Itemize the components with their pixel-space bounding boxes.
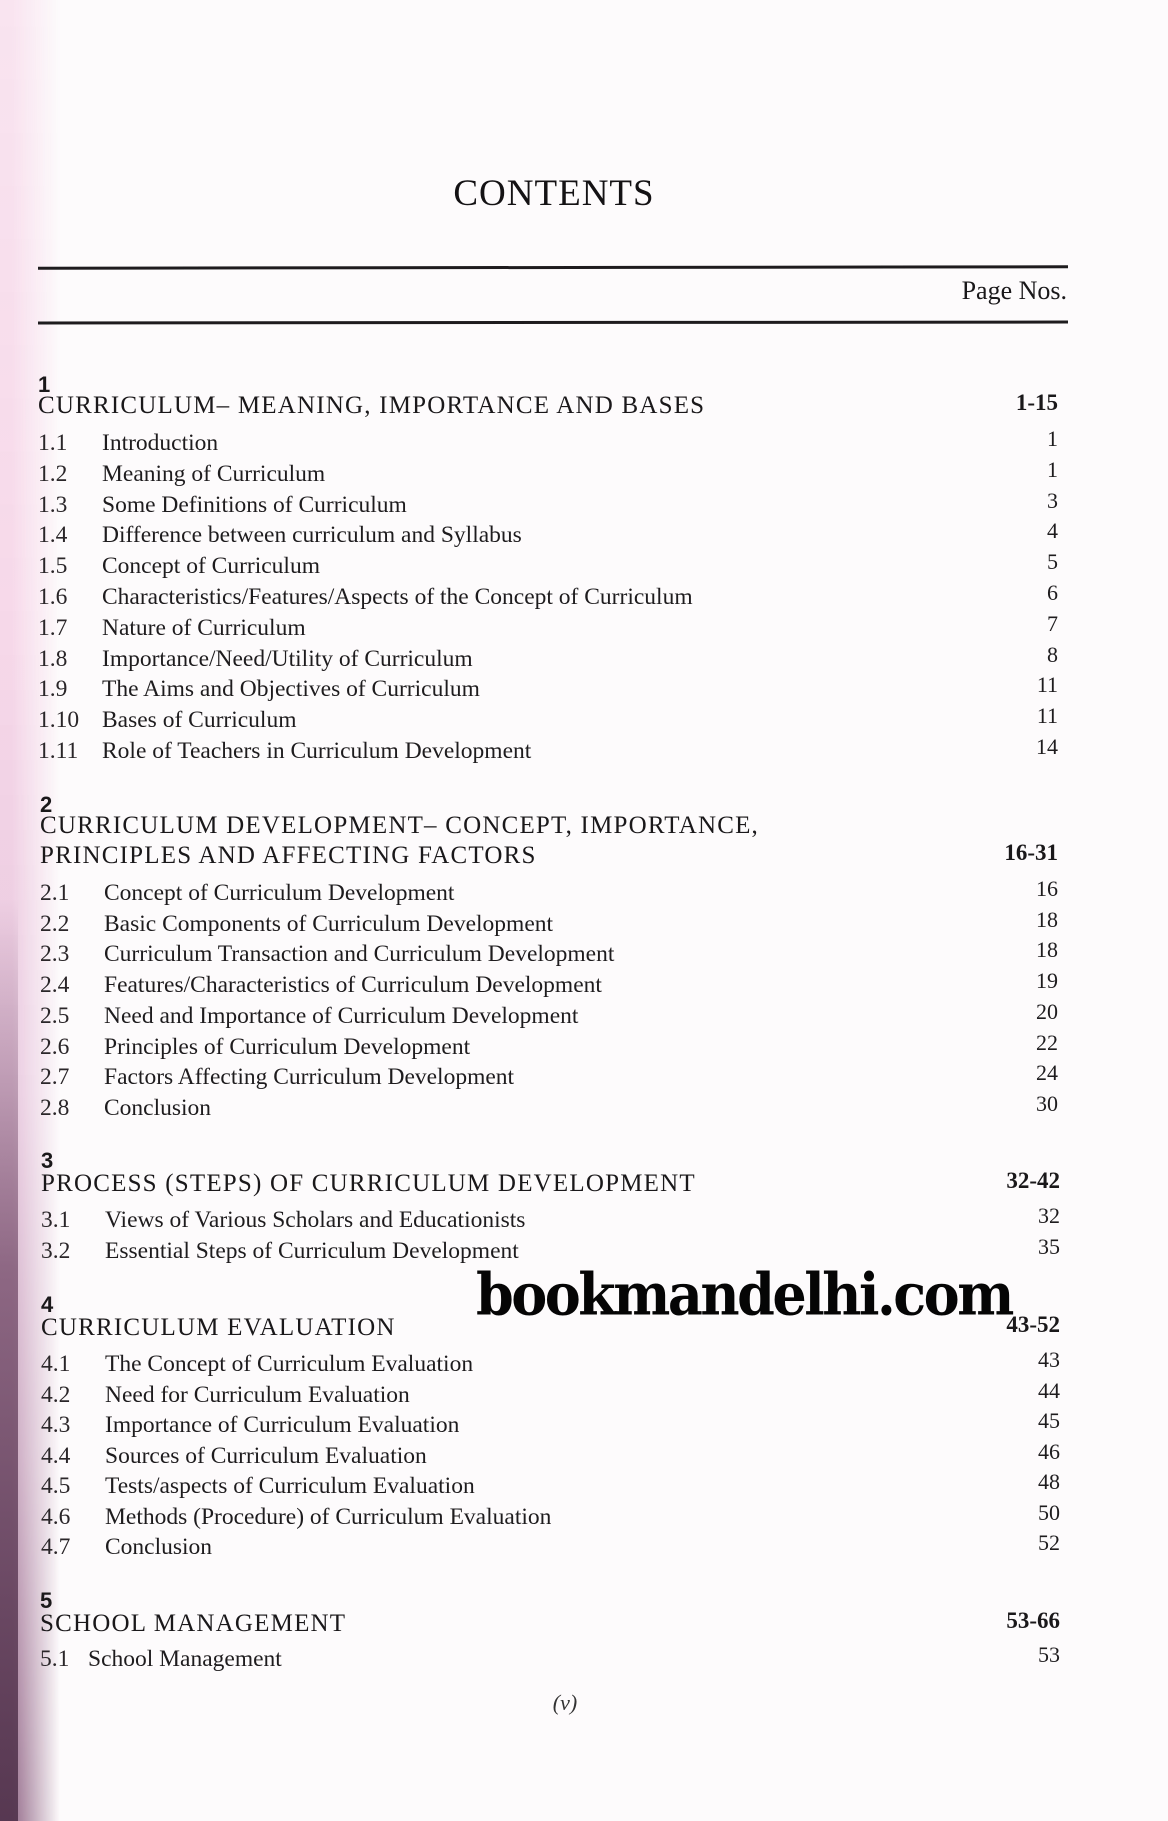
section-number: 1.10: [38, 707, 80, 734]
page-nos-label: Page Nos.: [961, 276, 1067, 305]
section-number: 1.6: [38, 584, 68, 610]
section-page-number: 30: [1036, 1090, 1058, 1116]
chapter-number: 1: [38, 372, 51, 397]
section-number: 2.4: [40, 972, 70, 999]
chapter-page-range: 16-31: [1004, 840, 1058, 865]
section-page-number: 18: [1036, 906, 1058, 932]
chapter-title[interactable]: CURRICULUM– MEANING, IMPORTANCE AND BASES: [38, 392, 706, 419]
section-title: Views of Various Scholars and Educationists: [105, 1207, 526, 1233]
section-page-number: 43: [1038, 1347, 1060, 1372]
toc-entry[interactable]: [40, 941, 614, 971]
section-number: 2.8: [40, 1094, 70, 1121]
section-number: 1.3: [38, 491, 68, 518]
top-rule: [38, 265, 1068, 269]
toc-entry[interactable]: [41, 1238, 519, 1268]
section-number: 4.6: [41, 1503, 71, 1530]
toc-entry[interactable]: [38, 738, 531, 768]
section-title: Need and Importance of Curriculum Development: [104, 1002, 579, 1029]
section-page-number: 1: [1047, 426, 1058, 451]
chapter-page-range: 43-52: [1006, 1312, 1060, 1337]
section-page-number: 1: [1047, 456, 1058, 482]
section-page-number: 53: [1038, 1642, 1060, 1667]
toc-entry[interactable]: [41, 1412, 459, 1442]
section-page-number: 32: [1038, 1203, 1060, 1228]
section-title: Basic Components of Curriculum Development: [104, 910, 554, 937]
chapter-number: 3: [41, 1148, 54, 1173]
section-number: 4.7: [41, 1534, 71, 1560]
toc-entry[interactable]: [41, 1534, 212, 1564]
section-title: Difference between curriculum and Syllabus: [102, 522, 522, 549]
section-page-number: 5: [1047, 549, 1058, 575]
section-title: Methods (Procedure) of Curriculum Evaluation: [105, 1503, 552, 1530]
toc-entry[interactable]: [41, 1351, 473, 1381]
section-page-number: 19: [1036, 968, 1058, 994]
section-page-number: 11: [1036, 672, 1058, 698]
section-page-number: 46: [1038, 1438, 1060, 1464]
section-title: Nature of Curriculum: [102, 614, 306, 641]
chapter-page-range: 53-66: [1006, 1608, 1060, 1633]
section-number: 4.4: [41, 1442, 71, 1469]
section-title: Principles of Curriculum Development: [104, 1033, 471, 1060]
section-number: 1.11: [38, 738, 79, 764]
section-number: 2.6: [40, 1033, 70, 1060]
section-page-number: 14: [1036, 734, 1058, 759]
section-page-number: 22: [1036, 1029, 1058, 1055]
section-title: Importance/Need/Utility of Curriculum: [102, 645, 473, 672]
section-number: 3.2: [41, 1237, 71, 1264]
chapter-title[interactable]: SCHOOL MANAGEMENT: [40, 1610, 347, 1637]
section-page-number: 20: [1036, 998, 1058, 1024]
toc-entry[interactable]: [38, 461, 325, 491]
toc-entry[interactable]: [40, 880, 454, 910]
chapter-page-range: 1-15: [1015, 390, 1058, 415]
watermark: bookmandelhi.com: [476, 1259, 1012, 1329]
section-page-number: 24: [1036, 1060, 1058, 1086]
chapter-title[interactable]: CURRICULUM EVALUATION: [41, 1314, 396, 1341]
section-page-number: 52: [1038, 1530, 1060, 1555]
section-page-number: 45: [1038, 1408, 1060, 1433]
toc-entry[interactable]: [41, 1473, 475, 1503]
toc-entry[interactable]: [38, 615, 306, 645]
toc-entry[interactable]: [40, 972, 602, 1002]
section-number: 1.5: [38, 553, 68, 580]
section-number: 1.1: [38, 430, 68, 456]
section-number: 1.2: [38, 460, 68, 487]
chapter-number: 4: [41, 1292, 54, 1317]
toc-entry[interactable]: [41, 1382, 410, 1412]
header-bottom-rule: [38, 321, 1068, 325]
section-title: Meaning of Curriculum: [102, 460, 326, 487]
section-title: Concept of Curriculum: [102, 553, 320, 580]
section-number: 4.2: [41, 1381, 71, 1408]
section-page-number: 3: [1047, 487, 1058, 513]
section-number: 2.5: [40, 1002, 70, 1029]
section-title: Conclusion: [104, 1094, 212, 1121]
toc-entry[interactable]: [40, 1064, 514, 1094]
section-number: 1.9: [38, 676, 68, 703]
section-number: 2.3: [40, 941, 70, 968]
section-title: Concept of Curriculum Development: [104, 880, 455, 906]
section-page-number: 50: [1038, 1499, 1060, 1525]
section-number: 1.7: [38, 614, 68, 641]
section-number: 4.3: [41, 1412, 71, 1438]
chapter-title[interactable]: PROCESS (STEPS) OF CURRICULUM DEVELOPMENT: [41, 1170, 696, 1197]
section-page-number: 8: [1047, 641, 1058, 667]
section-page-number: 16: [1036, 876, 1058, 901]
section-number: 5.1: [40, 1646, 70, 1672]
toc-entry[interactable]: [41, 1207, 525, 1237]
toc-entry[interactable]: [38, 676, 480, 706]
section-title: Essential Steps of Curriculum Development: [105, 1237, 519, 1264]
section-title: Tests/aspects of Curriculum Evaluation: [105, 1473, 475, 1499]
chapter-title[interactable]: CURRICULUM DEVELOPMENT– CONCEPT, IMPORTANCE,: [40, 812, 759, 839]
section-title: Sources of Curriculum Evaluation: [105, 1442, 427, 1469]
page-title: CONTENTS: [453, 173, 655, 214]
section-title: Need for Curriculum Evaluation: [105, 1381, 410, 1408]
page-folio: (v): [552, 1690, 578, 1715]
section-title: Characteristics/Features/Aspects of the Concept of Curriculum: [102, 584, 693, 610]
section-number: 1.8: [38, 645, 68, 672]
toc-entry[interactable]: [38, 522, 522, 552]
binding-shadow: [0, 900, 18, 1821]
chapter-number: 2: [40, 792, 53, 817]
toc-entry[interactable]: [41, 1443, 427, 1473]
section-title: Bases of Curriculum: [102, 707, 297, 734]
toc-entry[interactable]: [38, 430, 218, 460]
chapter-number: 5: [40, 1588, 53, 1613]
section-page-number: 11: [1036, 703, 1058, 729]
toc-entry[interactable]: [40, 911, 553, 941]
section-page-number: 48: [1038, 1469, 1060, 1494]
section-number: 2.1: [40, 880, 70, 906]
toc-entry[interactable]: [38, 584, 693, 614]
section-title: Conclusion: [105, 1534, 213, 1560]
toc-entry[interactable]: [38, 553, 320, 583]
section-page-number: 35: [1038, 1233, 1060, 1259]
toc-entry[interactable]: [40, 1646, 282, 1676]
section-title: The Aims and Objectives of Curriculum: [102, 676, 480, 703]
toc-entry[interactable]: [41, 1504, 551, 1534]
section-title: Introduction: [102, 430, 219, 456]
section-page-number: 18: [1036, 937, 1058, 963]
section-title: Importance of Curriculum Evaluation: [105, 1412, 460, 1438]
section-number: 4.1: [41, 1351, 71, 1377]
section-title: Some Definitions of Curriculum: [102, 491, 407, 518]
toc-entry[interactable]: [40, 1003, 578, 1033]
section-page-number: 4: [1047, 518, 1058, 544]
toc-entry[interactable]: [40, 1095, 211, 1125]
section-page-number: 6: [1047, 580, 1058, 605]
toc-entry[interactable]: [40, 1034, 470, 1064]
chapter-page-range: 32-42: [1006, 1168, 1060, 1193]
section-title: Features/Characteristics of Curriculum Development: [104, 972, 602, 999]
section-number: 2.7: [40, 1064, 70, 1091]
section-number: 2.2: [40, 910, 70, 937]
section-title: Curriculum Transaction and Curriculum Development: [104, 941, 615, 968]
section-title: Factors Affecting Curriculum Development: [104, 1064, 515, 1091]
section-number: 4.5: [41, 1473, 71, 1499]
section-title: School Management: [88, 1646, 282, 1672]
section-number: 1.4: [38, 522, 68, 549]
section-page-number: 7: [1047, 610, 1058, 636]
section-title: The Concept of Curriculum Evaluation: [105, 1351, 474, 1377]
toc-entry[interactable]: [38, 707, 297, 737]
section-number: 3.1: [41, 1207, 71, 1233]
toc-entry[interactable]: [38, 646, 473, 676]
chapter-title[interactable]: PRINCIPLES AND AFFECTING FACTORS: [40, 842, 537, 869]
section-title: Role of Teachers in Curriculum Development: [102, 738, 532, 764]
toc-entry[interactable]: [38, 492, 407, 522]
section-page-number: 44: [1038, 1377, 1060, 1403]
